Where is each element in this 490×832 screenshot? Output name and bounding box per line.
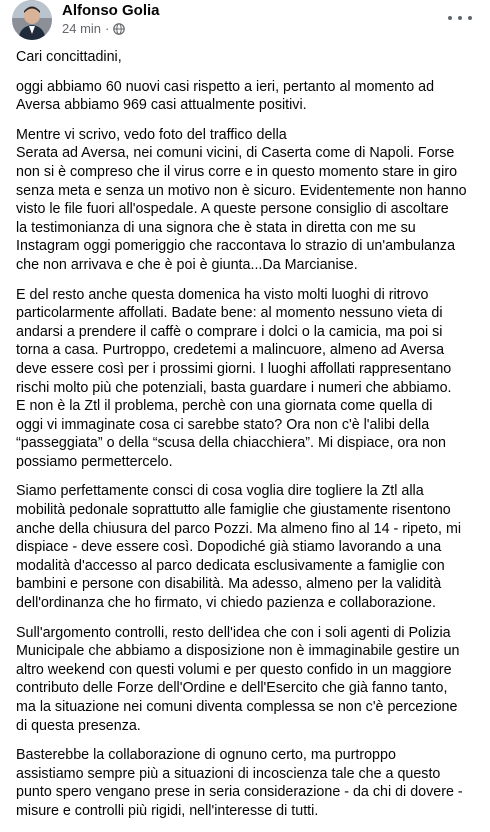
post-paragraph: Basterebbe la collaborazione di ognuno certo, ma purtroppo assistiamo sempre più a situazioni di incoscienza tale che a questo punto spero vengano prese in seria considerazione - da chi di dovere - misure e controlli più rigidi, nell'interesse di tutti. bbox=[16, 747, 463, 819]
avatar[interactable] bbox=[12, 0, 52, 40]
post-header bbox=[0, 0, 490, 46]
post-timestamp[interactable]: 24 min bbox=[62, 21, 102, 36]
post-paragraph: Sull'argomento controlli, resto dell'idea che con i soli agenti di Polizia Municipale che abbiamo a disposizione non è immaginabile gestire un altro weekend con questi volumi e per questo confido in un maggiore contributo delle Forze dell'Ordine e dell'Esercito che già fanno tanto, ma la situazione nei comuni diventa complessa se non c'è percezione di questa presenza. bbox=[16, 624, 460, 734]
post-paragraph: E del resto anche questa domenica ha visto molti luoghi di ritrovo particolarmente affollati. Badate bene: al momento nessuno vieta di andarsi a prendere il caffè o comprare i dolci o la camicia, ma poi si torna a casa. Purtroppo, credetemi a malincuore, almeno ad Aversa deve essere così per i prossimi giorni. I luoghi affollati rappresentano rischi molto più che potenziali, basta guardare i numeri che abbiamo. E non è la Ztl il problema, perchè con una giornata come quella di oggi vi immaginate cosa ci sarebbe stato? Ora non c'è l'alibi della “passeggiata” o della “scusa della chiacchiera”. Mi dispiace, ora non possiamo permettercelo. bbox=[16, 286, 452, 470]
globe-icon bbox=[113, 23, 125, 35]
post-meta bbox=[62, 21, 125, 36]
post-body bbox=[16, 48, 480, 832]
author-name[interactable]: Alfonso Golia bbox=[62, 2, 160, 19]
more-options-icon[interactable] bbox=[448, 8, 472, 28]
meta-separator: · bbox=[105, 21, 110, 36]
post-paragraph: Mentre vi scrivo, vedo foto del traffico della Serata ad Aversa, nei comuni vicini, di Caserta come di Napoli. Forse non si è compreso che il virus corre e in questo momento stare in giro senza meta e senza un motivo non è sicuro. Evidentemente non hanno visto le file fuori all'ospedale. A queste persone consiglio di ascoltare la testimonianza di una signora che è stata in diretta con me su Instagram oggi pomeriggio che raccontava lo strazio di un'ambulanza che non arrivava e che è poi è giunta...Da Marcianise. bbox=[16, 126, 467, 273]
post-paragraph: Cari concittadini, bbox=[16, 49, 122, 65]
post-paragraph: Siamo perfettamente consci di cosa voglia dire togliere la Ztl alla mobilità pedonale soprattutto alle famiglie che giustamente risentono anche della chiusura del parco Pozzi. Ma almeno fino al 14 - ripeto, mi dispiace - deve essere così. Dopodiché già stiamo lavorando a una modalità d'accesso al parco dedicata esclusivamente a famiglie con bambini e persone con disabilità. Ma adesso, almeno per la validità dell'ordinanza che ho firmato, vi chiedo pazienza e collaborazione. bbox=[16, 483, 462, 612]
post-paragraph: oggi abbiamo 60 nuovi casi rispetto a ieri, pertanto al momento ad Aversa abbiamo 969 casi attualmente positivi. bbox=[16, 78, 435, 114]
